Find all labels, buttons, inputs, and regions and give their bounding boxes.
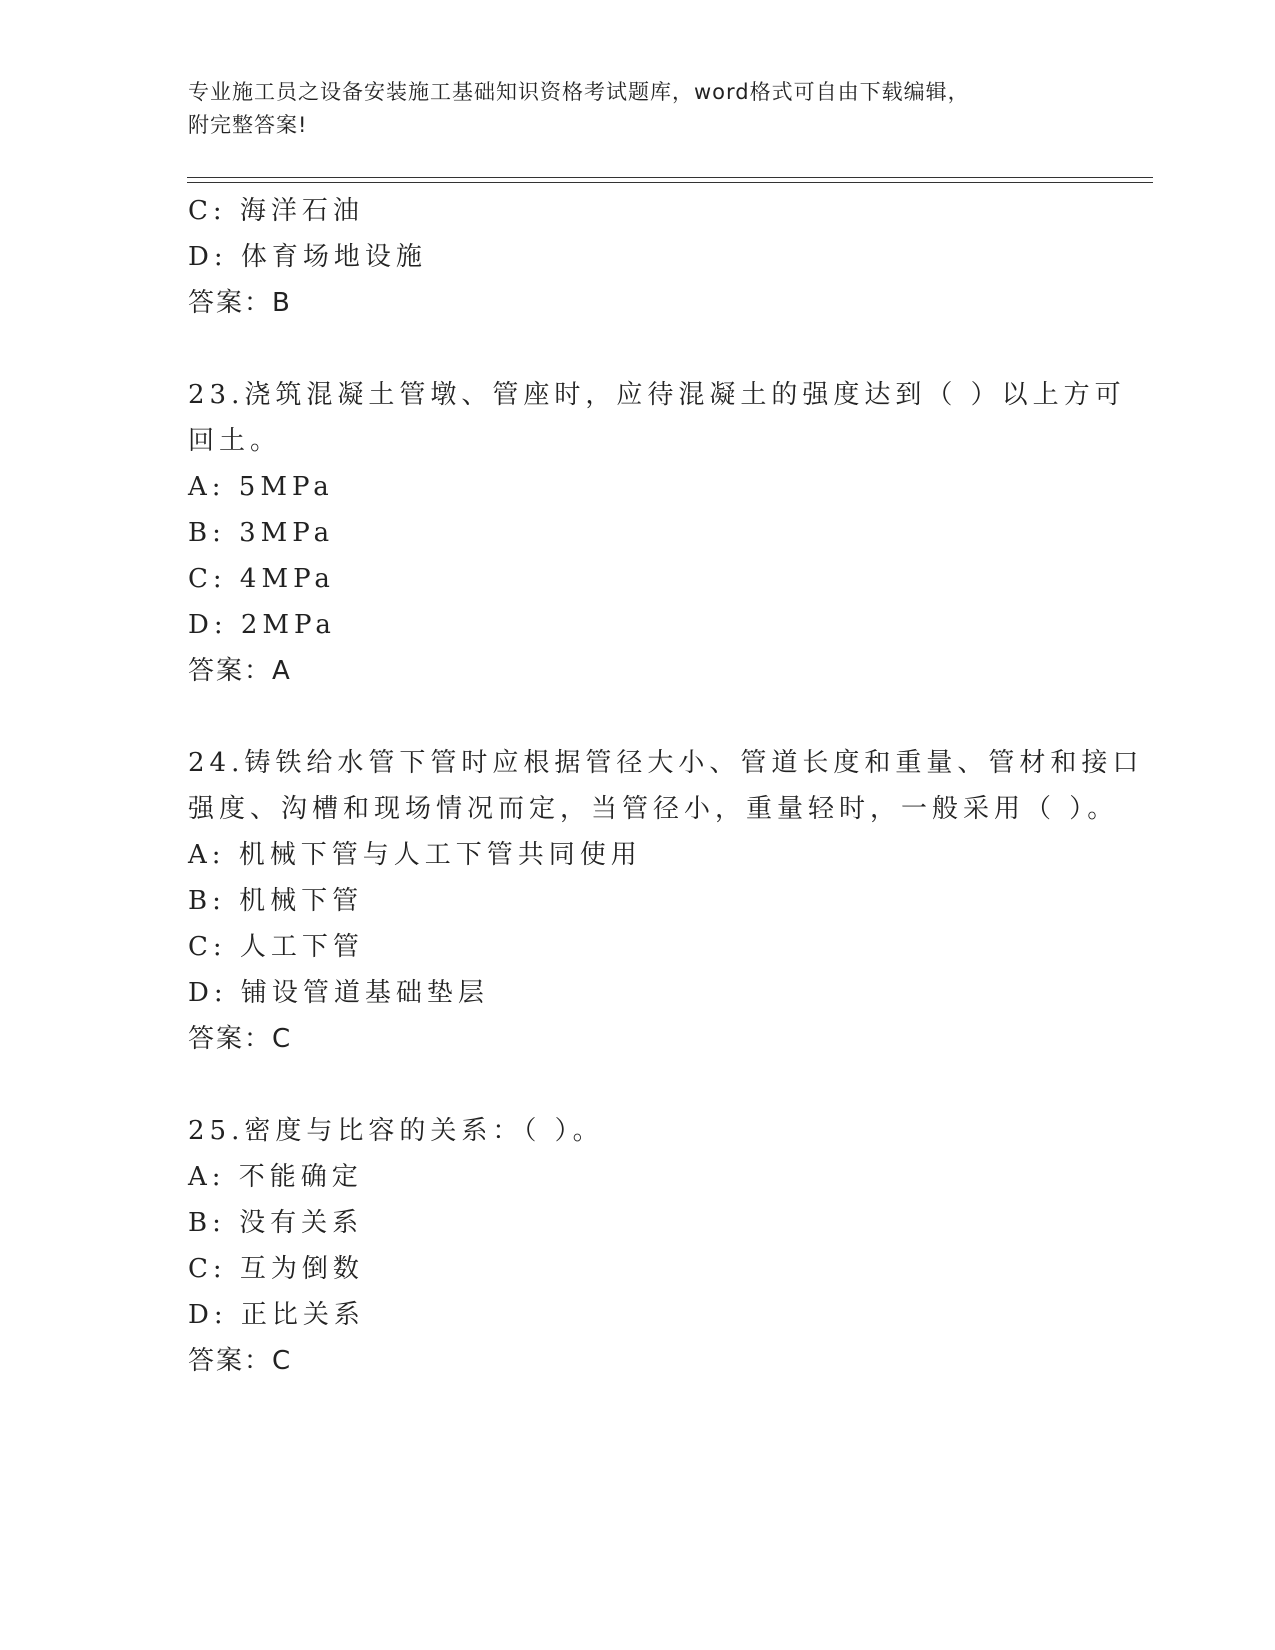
option-a: A: 5MPa bbox=[188, 472, 334, 502]
option-c: C: 人工下管 bbox=[188, 932, 364, 962]
option-d: D: 2MPa bbox=[188, 610, 336, 640]
question-list bbox=[188, 188, 1144, 1384]
question-24 bbox=[188, 740, 1144, 1062]
option-b: B: 3MPa bbox=[188, 518, 335, 548]
question-25 bbox=[188, 1108, 1088, 1384]
question-text: 23.浇筑混凝土管墩、管座时，应待混凝土的强度达到（ ）以上方可 bbox=[188, 380, 1126, 410]
document-header bbox=[188, 76, 1088, 142]
spacer bbox=[188, 326, 1088, 372]
question-23 bbox=[188, 372, 1126, 694]
spacer bbox=[188, 694, 1088, 740]
option-c: C: 4MPa bbox=[188, 564, 335, 594]
option-a: A: 不能确定 bbox=[188, 1162, 363, 1192]
question-text: 25.密度与比容的关系：（ ）。 bbox=[188, 1116, 604, 1146]
question-text-cont: 强度、沟槽和现场情况而定，当管径小，重量轻时，一般采用（ ）。 bbox=[188, 794, 1119, 824]
answer-line: 答案：B bbox=[188, 288, 292, 318]
header-divider-top bbox=[187, 177, 1153, 178]
option-b: B: 机械下管 bbox=[188, 886, 364, 916]
answer-line: 答案：C bbox=[188, 1024, 293, 1054]
option-a: A: 机械下管与人工下管共同使用 bbox=[188, 840, 642, 870]
header-line-2: 附完整答案! bbox=[188, 113, 308, 137]
question-22-tail bbox=[188, 188, 1088, 326]
header-divider-bottom bbox=[187, 182, 1153, 183]
option-d: D: 铺设管道基础垫层 bbox=[188, 978, 489, 1008]
question-text: 24.铸铁给水管下管时应根据管径大小、管道长度和重量、管材和接口 bbox=[188, 748, 1144, 778]
answer-line: 答案：A bbox=[188, 656, 292, 686]
option-c: C: 互为倒数 bbox=[188, 1254, 364, 1284]
header-line-1: 专业施工员之设备安装施工基础知识资格考试题库，word格式可自由下载编辑， bbox=[188, 80, 970, 104]
option-d: D: 体育场地设施 bbox=[188, 242, 427, 272]
spacer bbox=[188, 1062, 1088, 1108]
option-b: B: 没有关系 bbox=[188, 1208, 364, 1238]
question-text-cont: 回土。 bbox=[188, 426, 282, 456]
option-d: D: 正比关系 bbox=[188, 1300, 365, 1330]
answer-line: 答案：C bbox=[188, 1346, 293, 1376]
option-c: C: 海洋石油 bbox=[188, 196, 364, 226]
